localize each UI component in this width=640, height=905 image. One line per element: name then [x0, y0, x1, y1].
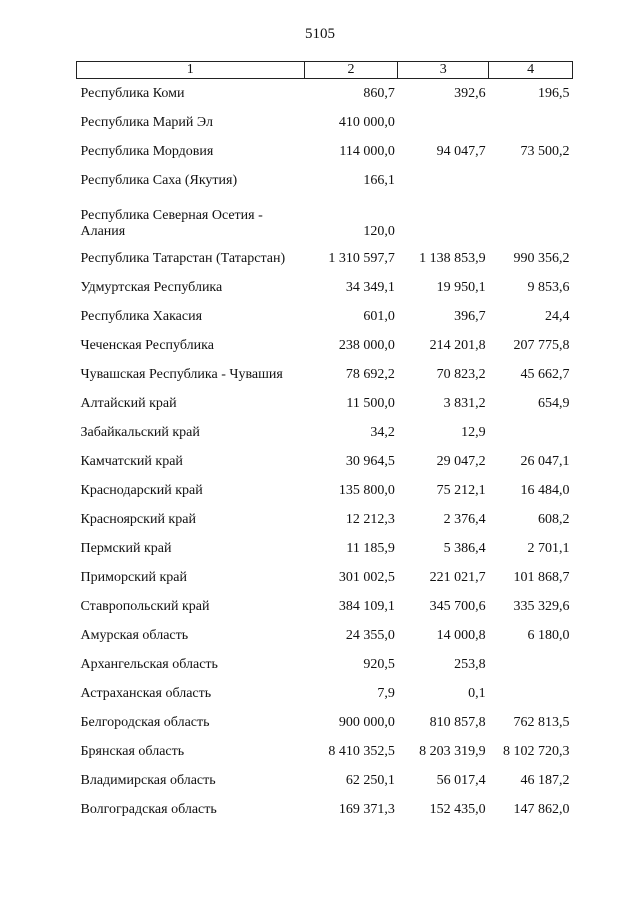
col-3-value [398, 108, 489, 137]
col-4-value: 8 102 720,3 [503, 743, 570, 759]
col-2-value: 78 692,2 [345, 366, 395, 382]
region-name-cell: Архангельская область [80, 656, 218, 672]
col-4-value: 196,5 [538, 85, 570, 101]
region-name-cell: Республика Северная Осетия - Алания [80, 208, 263, 239]
table-row [77, 476, 573, 505]
region-name-cell: Забайкальский край [80, 424, 200, 440]
col-4-value: 46 187,2 [520, 772, 570, 788]
table-row [77, 534, 573, 563]
col-2-value: 24 355,0 [345, 627, 395, 643]
table-row [77, 592, 573, 621]
table-row [77, 79, 573, 109]
region-name-cell: Чувашская Республика - Чувашия [80, 366, 283, 382]
col-2-value: 860,7 [363, 85, 395, 101]
col-3-value: 56 017,4 [436, 772, 486, 788]
col-3-value: 345 700,6 [429, 598, 486, 614]
col-2-value: 301 002,5 [338, 569, 395, 585]
col-4-value [489, 195, 573, 244]
col-4-value: 762 813,5 [513, 714, 570, 730]
col-3-value: 70 823,2 [436, 366, 486, 382]
col-2-value: 114 000,0 [339, 143, 395, 159]
col-3-value [398, 195, 489, 244]
page-number: 5105 [305, 26, 335, 42]
col-3-value: 253,8 [454, 656, 486, 672]
col-2-value: 62 250,1 [345, 772, 395, 788]
table-row [77, 447, 573, 476]
col-2-value: 601,0 [363, 308, 395, 324]
table-row [77, 708, 573, 737]
col-3-value [398, 166, 489, 195]
region-name-cell: Республика Марий Эл [80, 114, 213, 130]
region-name-cell: Волгоградская область [80, 801, 217, 817]
table-body [77, 79, 573, 825]
col-2-value: 169 371,3 [338, 801, 395, 817]
table-row [77, 166, 573, 195]
region-name-cell: Камчатский край [80, 453, 183, 469]
region-name-cell: Амурская область [80, 627, 189, 643]
table-row [77, 621, 573, 650]
col-4-value: 101 868,7 [513, 569, 570, 585]
col-2-value: 135 800,0 [338, 482, 395, 498]
col-3-value: 396,7 [454, 308, 486, 324]
col-3-value: 2 376,4 [443, 511, 486, 527]
col-2-value: 900 000,0 [338, 714, 395, 730]
col-4-value [489, 418, 573, 447]
col-4-value: 9 853,6 [527, 279, 570, 295]
col-4-value: 335 329,6 [513, 598, 570, 614]
col-4-value: 26 047,1 [520, 453, 570, 469]
col-2-value: 120,0 [363, 224, 395, 239]
table-row [77, 563, 573, 592]
col-2-value: 166,1 [363, 172, 395, 188]
col-3-value: 12,9 [461, 424, 486, 440]
col-3-value: 8 203 319,9 [419, 743, 486, 759]
table-row [77, 737, 573, 766]
col-2-value: 34 349,1 [345, 279, 395, 295]
table-row [77, 418, 573, 447]
table-row [77, 108, 573, 137]
table-row [77, 766, 573, 795]
col-2-value: 410 000,0 [338, 114, 395, 130]
col-2-value: 8 410 352,5 [328, 743, 395, 759]
region-name-cell: Ставропольский край [80, 598, 210, 614]
region-name-cell: Алтайский край [80, 395, 177, 411]
region-name-cell: Республика Коми [80, 85, 185, 101]
col-4-value: 45 662,7 [520, 366, 570, 382]
region-name-cell: Республика Хакасия [80, 308, 203, 324]
table-row [77, 244, 573, 273]
col-4-value [489, 679, 573, 708]
col-3-value: 152 435,0 [429, 801, 486, 817]
table-row [77, 273, 573, 302]
region-name-cell: Владимирская область [80, 772, 216, 788]
col-3-value: 221 021,7 [429, 569, 486, 585]
table-row [77, 360, 573, 389]
region-name-cell: Чеченская Республика [80, 337, 214, 353]
table-row [77, 505, 573, 534]
col-4-value [489, 650, 573, 679]
header-col-2: 2 [304, 62, 398, 79]
table-row [77, 795, 573, 824]
col-3-value: 94 047,7 [436, 143, 486, 159]
col-4-value: 608,2 [538, 511, 570, 527]
col-4-value: 654,9 [538, 395, 570, 411]
col-4-value: 990 356,2 [513, 250, 570, 266]
table-row [77, 679, 573, 708]
col-2-value: 30 964,5 [345, 453, 395, 469]
region-name-cell: Белгородская область [80, 714, 210, 730]
table-row [77, 650, 573, 679]
table-row [77, 137, 573, 166]
region-name-cell: Краснодарский край [80, 482, 203, 498]
region-name-cell: Приморский край [80, 569, 187, 585]
table-row [77, 389, 573, 418]
table-row [77, 331, 573, 360]
region-name-cell: Республика Саха (Якутия) [80, 172, 238, 188]
col-4-value [489, 108, 573, 137]
col-4-value: 147 862,0 [513, 801, 570, 817]
col-3-value: 75 212,1 [436, 482, 486, 498]
region-name-cell: Пермский край [80, 540, 172, 556]
col-2-value: 1 310 597,7 [328, 250, 395, 266]
col-2-value: 384 109,1 [338, 598, 395, 614]
region-name-cell: Республика Мордовия [80, 143, 214, 159]
col-3-value: 29 047,2 [436, 453, 486, 469]
col-4-value: 24,4 [545, 308, 570, 324]
col-4-value: 6 180,0 [527, 627, 570, 643]
col-3-value: 5 386,4 [443, 540, 486, 556]
header-col-4: 4 [489, 62, 573, 79]
col-2-value: 920,5 [363, 656, 395, 672]
col-4-value: 2 701,1 [527, 540, 570, 556]
col-3-value: 214 201,8 [429, 337, 486, 353]
region-name-cell: Республика Татарстан (Татарстан) [80, 250, 286, 266]
col-2-value: 11 185,9 [346, 540, 395, 556]
header-col-1: 1 [77, 62, 305, 79]
col-2-value: 34,2 [370, 424, 395, 440]
col-4-value: 207 775,8 [513, 337, 570, 353]
table-row [77, 302, 573, 331]
col-2-value: 238 000,0 [338, 337, 395, 353]
table-header [77, 62, 573, 79]
col-3-value: 0,1 [468, 685, 486, 701]
region-name-cell: Красноярский край [80, 511, 196, 527]
col-3-value: 1 138 853,9 [419, 250, 486, 266]
header-col-3: 3 [398, 62, 489, 79]
col-4-value: 73 500,2 [520, 143, 570, 159]
col-3-value: 3 831,2 [443, 395, 486, 411]
col-3-value: 392,6 [454, 85, 486, 101]
col-2-value: 7,9 [377, 685, 395, 701]
region-name-cell: Брянская область [80, 743, 185, 759]
col-3-value: 810 857,8 [429, 714, 486, 730]
data-table [76, 61, 573, 824]
col-3-value: 19 950,1 [436, 279, 486, 295]
col-4-value: 16 484,0 [520, 482, 570, 498]
col-2-value: 11 500,0 [346, 395, 395, 411]
region-name-cell: Астраханская область [80, 685, 212, 701]
region-name-cell: Удмуртская Республика [80, 279, 223, 295]
table-row [77, 195, 573, 244]
col-2-value: 12 212,3 [345, 511, 395, 527]
col-4-value [489, 166, 573, 195]
col-3-value: 14 000,8 [436, 627, 486, 643]
